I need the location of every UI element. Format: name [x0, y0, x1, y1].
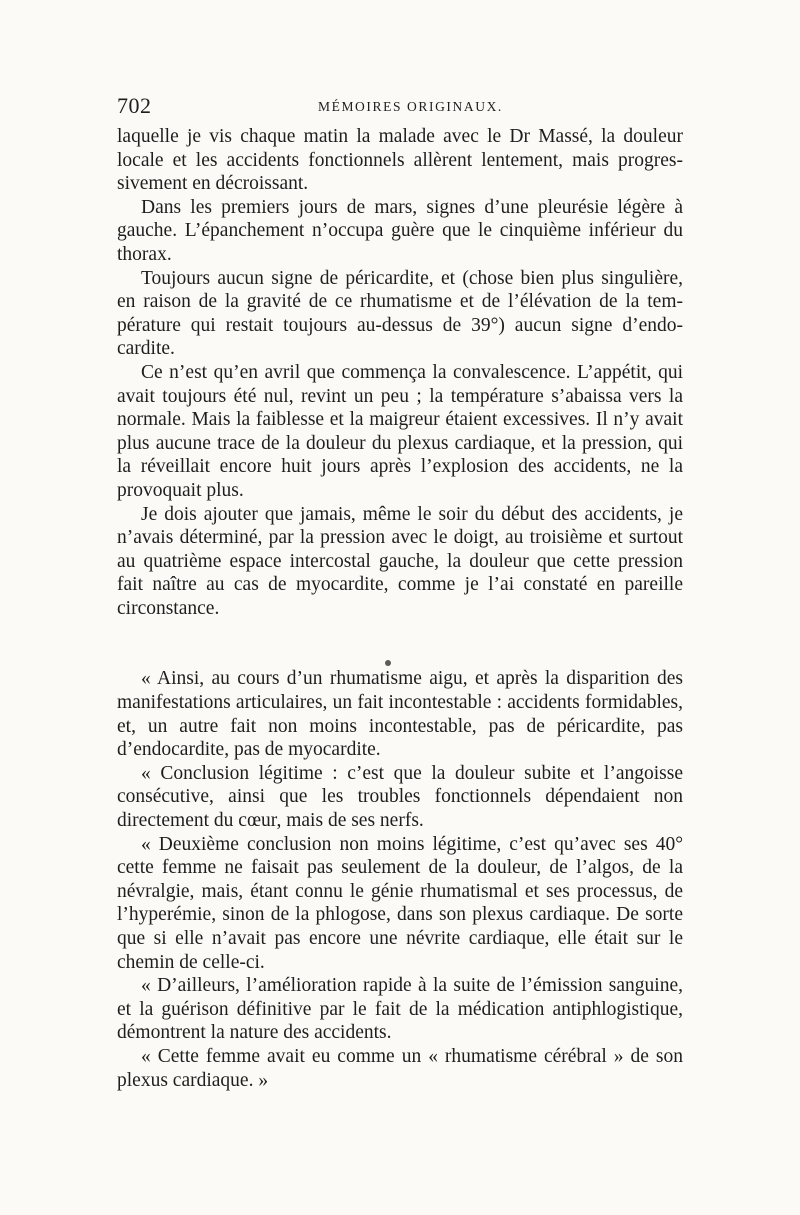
quoted-paragraph: « Cette femme avait eu comme un « rhumatisme cérébral » de son plexus cardiaque. » — [117, 1045, 683, 1091]
section-separator-dot — [385, 660, 391, 666]
quoted-paragraph: « Ainsi, au cours d’un rhumatisme aigu, et après la disparition des manifestations articulaires, un fait incontestable : accidents formidables, et, un autre fait non moins incontestable, pas de péricardite, pas d’endocardite, pas de myocardite. — [117, 668, 683, 761]
running-head: MÉMOIRES ORIGINAUX. — [318, 99, 503, 114]
paragraph: Je dois ajouter que jamais, même le soir du début des accidents, je n’avais déterminé, par la pression avec le doigt, au troisième et surtout au quatrième espace intercostal gauche, la douleur que cette pression fait naître au cas de myocardite, comme je l’ai constaté en pareille circonstance. — [117, 503, 683, 619]
page-header — [117, 93, 687, 121]
paragraph: Ce n’est qu’en avril que commença la convalescence. L’appétit, qui avait toujours été nul, revint un peu ; la température s’abaissa vers la normale. Mais la faiblesse et la maigreur étaient excessives. Il n’y avait plus aucune trace de la douleur du plexus cardiaque, et la pression, qui la réveillait encore huit jours après l’explosion des accidents, ne la provoquait plus. — [117, 361, 683, 501]
quoted-paragraph: « D’ailleurs, l’amélioration rapide à la suite de l’émission sanguine, et la guérison définitive par le fait de la médication antiphlogistique, démontrent la nature des accidents. — [117, 975, 683, 1044]
paragraph: Dans les premiers jours de mars, signes d’une pleurésie légère à gauche. L’épanchement n’occupa guère que le cinquième inférieur du thorax. — [117, 196, 683, 265]
quoted-paragraph: « Conclusion légitime : c’est que la douleur subite et l’angoisse consécutive, ainsi que les troubles fonctionnels dépendaient non directement du cœur, mais de ses nerfs. — [117, 762, 683, 832]
quoted-paragraph: « Deuxième conclusion non moins légitime, c’est qu’avec ses 40° cette femme ne faisait pas seulement de la douleur, de l’algos, de la névralgie, mais, étant connu le génie rhumatismal et ses processus, de l’hyperémie, sinon de la phlogose, dans son plexus cardiaque. De sorte que si elle n’avait pas encore une névrite cardiaque, elle était sur le chemin de celle-ci. — [117, 833, 683, 973]
page-number: 702 — [117, 93, 152, 118]
body-text — [117, 125, 683, 1092]
paragraph: Toujours aucun signe de péricardite, et (chose bien plus singulière, en raison de la gravité de ce rhumatisme et de l’élévation de la température qui restait toujours au-dessus de 39°) aucun signe d’endocardite. — [117, 267, 683, 360]
paragraph: laquelle je vis chaque matin la malade avec le Dr Massé, la douleur locale et les accidents fonctionnels allèrent lentement, mais progressivement en décroissant. — [117, 126, 683, 195]
